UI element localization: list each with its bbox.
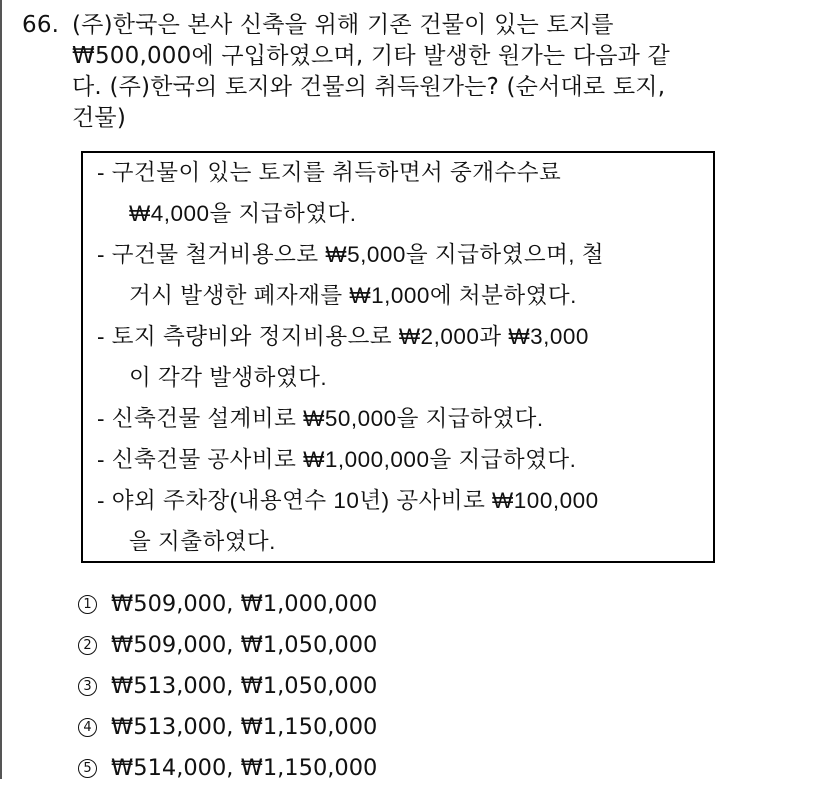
answer-options	[78, 584, 377, 789]
option-2[interactable]	[78, 625, 377, 666]
condition-line-3-cont: 이 각각 발생하였다.	[129, 365, 328, 390]
question-text-line-1: (주)한국은 본사 신축을 위해 기존 건물이 있는 토지를	[72, 12, 614, 38]
option-text-2: ₩509,000, ₩1,050,000	[111, 632, 378, 658]
condition-line-6: - 야외 주차장(내용연수 10년) 공사비로 ₩100,000	[97, 488, 599, 513]
option-number-4: 4	[78, 718, 97, 737]
option-text-5: ₩514,000, ₩1,150,000	[111, 755, 378, 781]
option-text-1: ₩509,000, ₩1,000,000	[111, 591, 378, 617]
condition-line-3: - 토지 측량비와 정지비용으로 ₩2,000과 ₩3,000	[97, 324, 589, 349]
condition-line-1: - 구건물이 있는 토지를 취득하면서 중개수수료	[97, 160, 562, 185]
option-5[interactable]	[78, 748, 377, 789]
condition-line-4: - 신축건물 설계비로 ₩50,000을 지급하였다.	[97, 406, 544, 431]
option-number-2: 2	[78, 636, 97, 655]
option-text-4: ₩513,000, ₩1,150,000	[111, 714, 378, 740]
question-number: 66.	[22, 12, 60, 38]
option-1[interactable]	[78, 584, 377, 625]
option-3[interactable]	[78, 666, 377, 707]
question-text-line-3: 다. (주)한국의 토지와 건물의 취득원가는? (순서대로 토지,	[72, 74, 666, 100]
option-number-3: 3	[78, 677, 97, 696]
condition-line-2: - 구건물 철거비용으로 ₩5,000을 지급하였으며, 철	[97, 242, 605, 267]
option-number-1: 1	[78, 595, 97, 614]
question-text-line-4: 건물)	[72, 105, 127, 131]
option-number-5: 5	[78, 759, 97, 778]
condition-line-6-cont: 을 지출하였다.	[129, 529, 276, 554]
question	[22, 10, 782, 134]
question-line	[22, 10, 782, 41]
condition-line-1-cont: ₩4,000을 지급하였다.	[129, 201, 357, 226]
option-text-3: ₩513,000, ₩1,050,000	[111, 673, 378, 699]
question-text-line-2: ₩500,000에 구입하였으며, 기타 발생한 원가는 다음과 같	[72, 43, 670, 69]
conditions-box	[81, 151, 715, 563]
condition-line-2-cont: 거시 발생한 폐자재를 ₩1,000에 처분하였다.	[129, 283, 577, 308]
condition-line-5: - 신축건물 공사비로 ₩1,000,000을 지급하였다.	[97, 447, 577, 472]
option-4[interactable]	[78, 707, 377, 748]
